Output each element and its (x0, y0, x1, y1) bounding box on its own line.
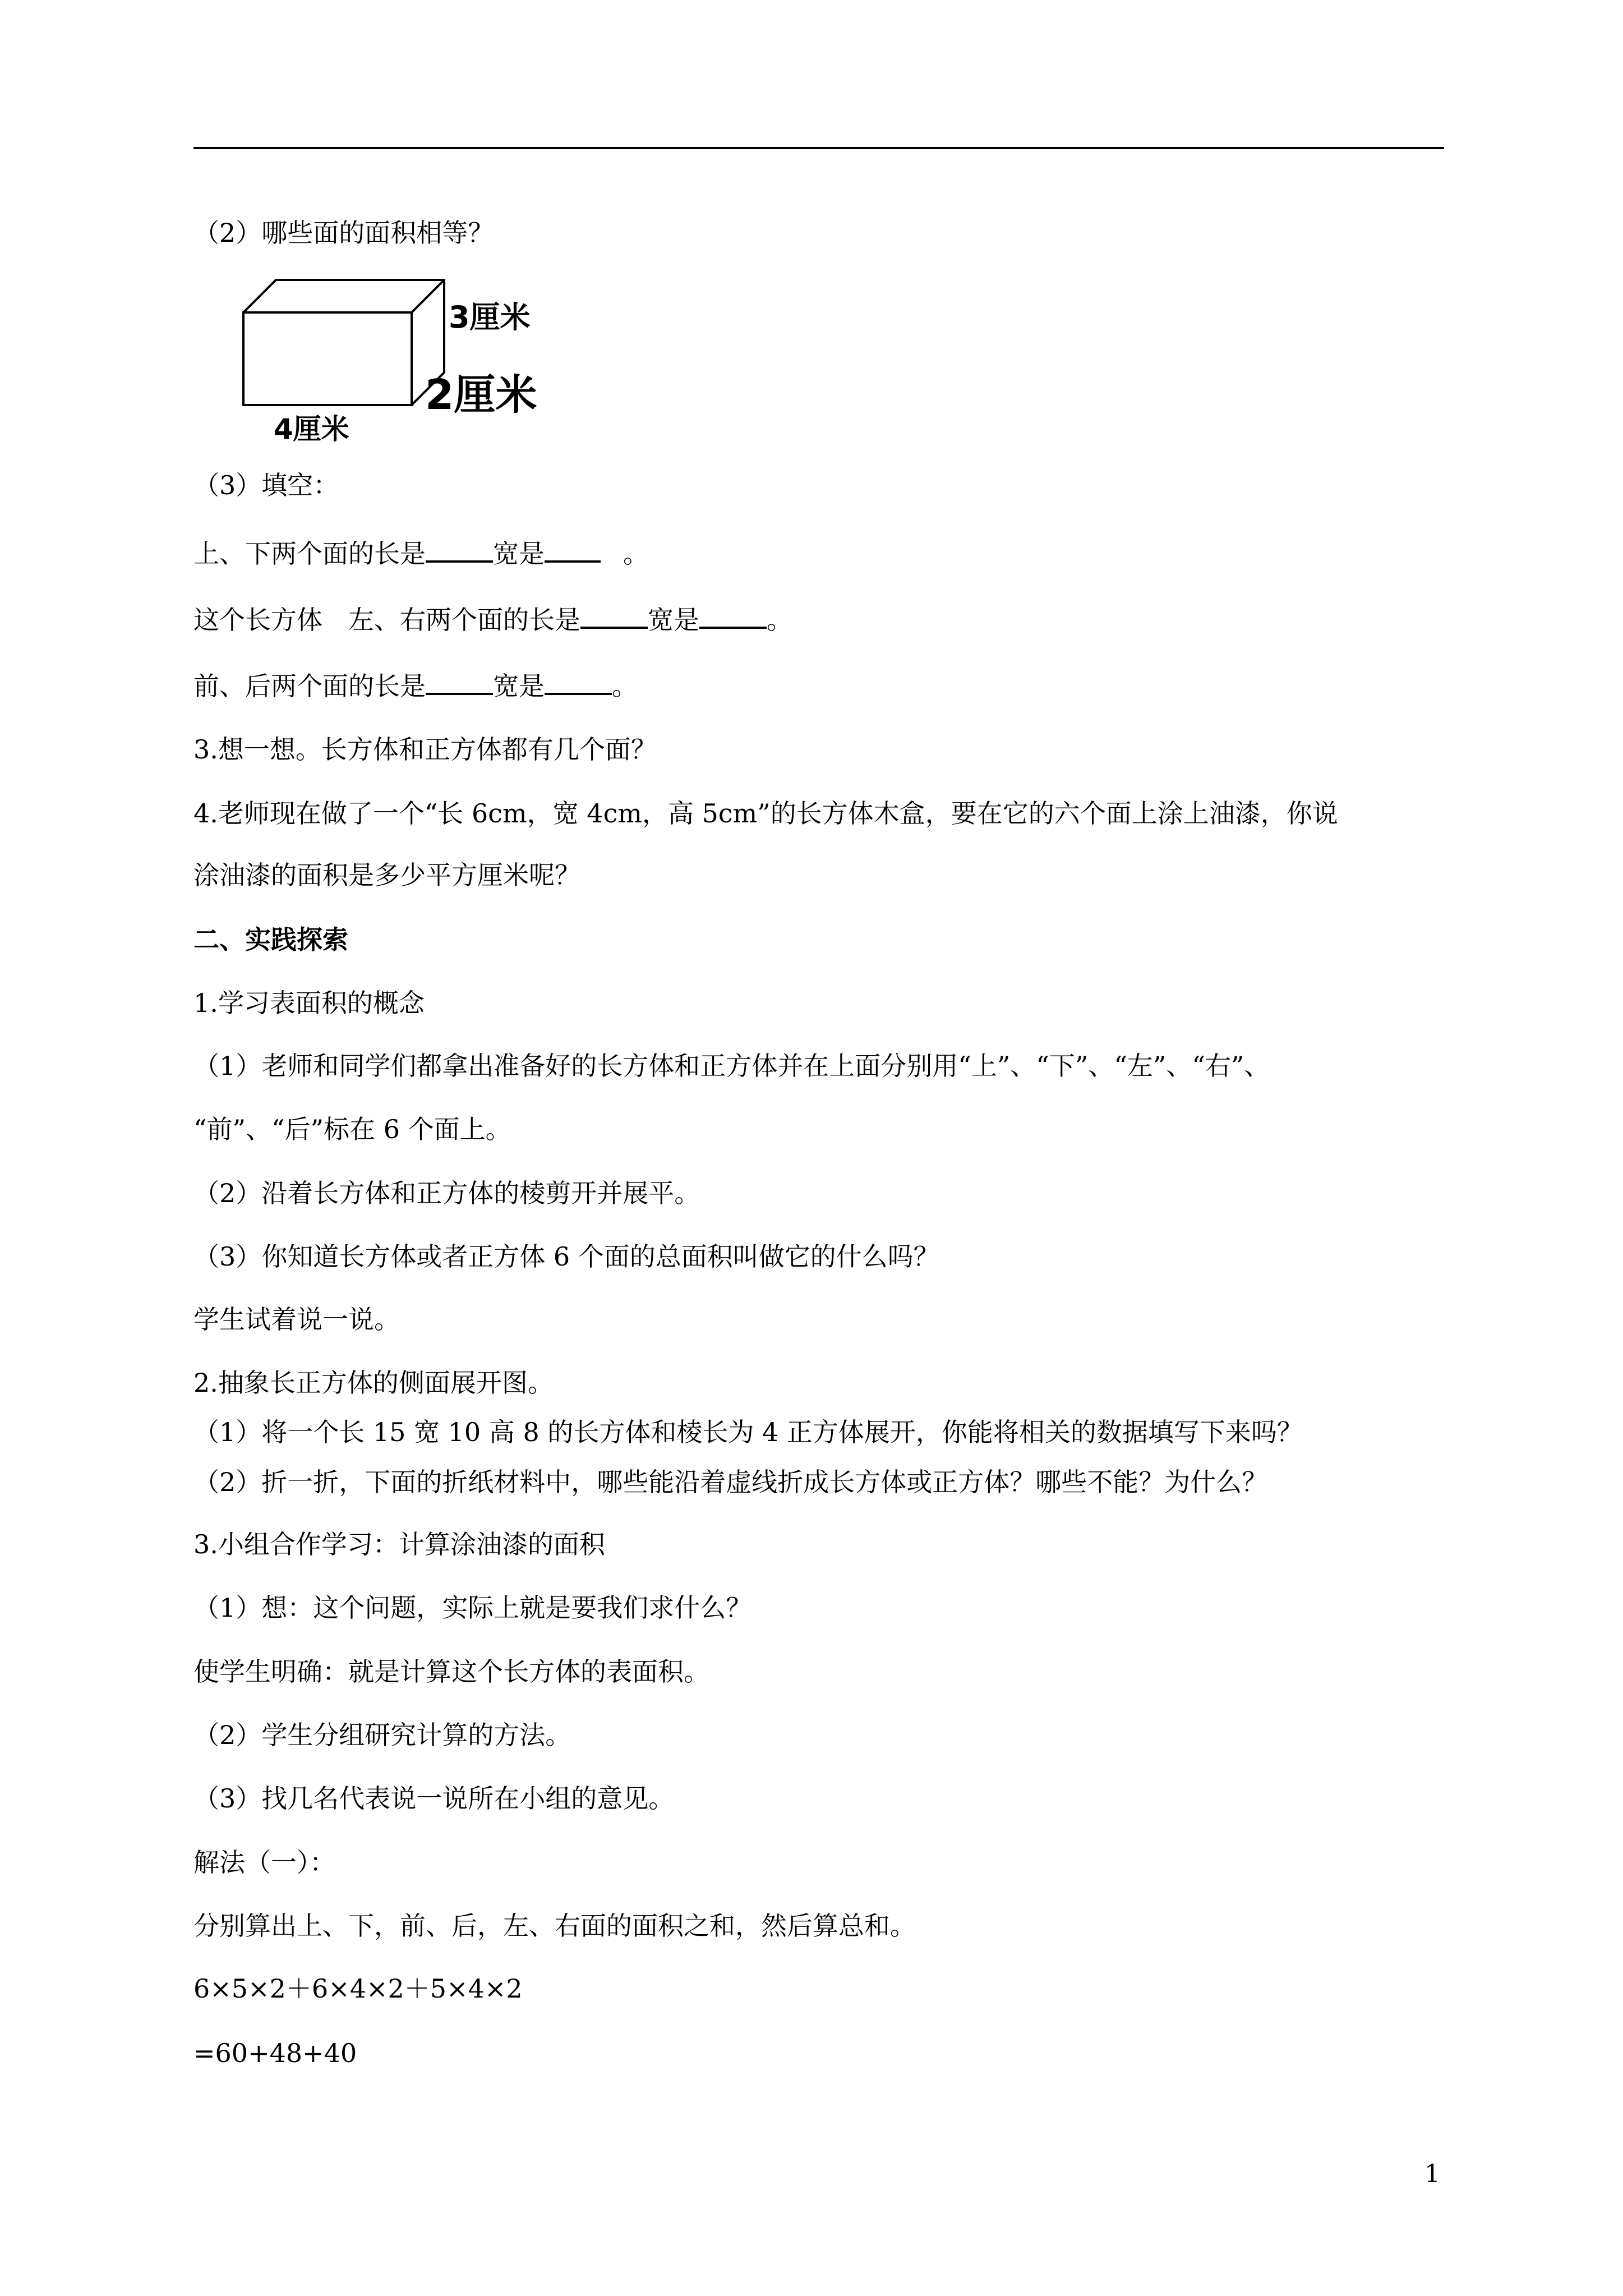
formula-line-1: 6×5×2＋6×4×2＋5×4×2 (193, 1973, 523, 2004)
cuboid-figure (236, 272, 550, 452)
header-rule (193, 147, 1444, 149)
text-line-19: 3.小组合作学习：计算涂油漆的面积 (193, 1529, 605, 1559)
text-line-16: 2.抽象长正方体的侧面展开图。 (193, 1368, 554, 1398)
answer-blank[interactable] (580, 602, 648, 629)
fill-blank-line-3 (193, 668, 638, 703)
answer-blank[interactable] (426, 536, 493, 563)
section-heading: 二、实践探索 (193, 924, 348, 955)
label-length: 4厘米 (274, 413, 349, 445)
formula-line-2: =60+48+40 (193, 2038, 357, 2068)
text-line-1: （2）哪些面的面积相等？ (193, 218, 494, 248)
text-segment: 宽是 (648, 605, 699, 635)
text-line-13: （2）沿着长方体和正方体的棱剪开并展平。 (193, 1178, 700, 1208)
text-line-17: （1）将一个长 15 宽 10 高 8 的长方体和棱长为 4 正方体展开，你能将相关的数据填写下来吗？ (193, 1417, 1303, 1447)
text-line-18: （2）折一折，下面的折纸材料中，哪些能沿着虚线折成长方体或正方体？哪些不能？为什么？ (193, 1467, 1268, 1497)
text-line-25: 分别算出上、下，前、后，左、右面的面积之和，然后算总和。 (193, 1911, 916, 1941)
text-line-23: （3）找几名代表说一说所在小组的意见。 (193, 1783, 675, 1814)
text-line-2: （3）填空： (193, 470, 339, 500)
text-line-24: 解法（一）： (193, 1847, 335, 1878)
label-height: 3厘米 (449, 300, 531, 335)
text-segment: 宽是 (493, 539, 545, 569)
text-segment: 。 (767, 605, 792, 635)
text-segment: 上、下两个面的长是 (193, 539, 426, 569)
fill-blank-line-1 (193, 536, 649, 570)
text-segment: 。 (623, 539, 649, 569)
text-line-6: 3.想一想。长方体和正方体都有几个面？ (193, 734, 657, 765)
text-segment: 这个长方体 左、右两个面的长是 (193, 605, 580, 635)
text-segment: 宽是 (493, 671, 545, 701)
label-width: 2厘米 (425, 371, 537, 419)
text-line-7: 4.老师现在做了一个“长 6cm，宽 4cm，高 5cm”的长方体木盒，要在它的六个面上涂上油漆，你说 (193, 798, 1338, 829)
text-line-15: 学生试着说一说。 (193, 1304, 400, 1335)
answer-blank[interactable] (426, 668, 493, 695)
page-number: 1 (1424, 2160, 1440, 2188)
text-line-22: （2）学生分组研究计算的方法。 (193, 1720, 571, 1750)
text-line-20: （1）想：这个问题，实际上就是要我们求什么？ (193, 1593, 752, 1623)
text-line-11: （1）老师和同学们都拿出准备好的长方体和正方体并在上面分别用“上”、“下”、“左”、“右”、 (193, 1051, 1270, 1081)
answer-blank[interactable] (699, 602, 767, 629)
text-line-10: 1.学习表面积的概念 (193, 988, 425, 1018)
answer-blank[interactable] (545, 536, 601, 563)
text-line-8: 涂油漆的面积是多少平方厘米呢？ (193, 860, 580, 890)
text-segment: 。 (612, 671, 638, 701)
answer-blank[interactable] (545, 668, 612, 695)
fill-blank-line-2 (193, 602, 792, 637)
text-line-21: 使学生明确：就是计算这个长方体的表面积。 (193, 1657, 709, 1687)
text-segment: 前、后两个面的长是 (193, 671, 426, 701)
text-line-12: “前”、“后”标在 6 个面上。 (193, 1114, 511, 1144)
text-line-14: （3）你知道长方体或者正方体 6 个面的总面积叫做它的什么吗？ (193, 1241, 939, 1272)
